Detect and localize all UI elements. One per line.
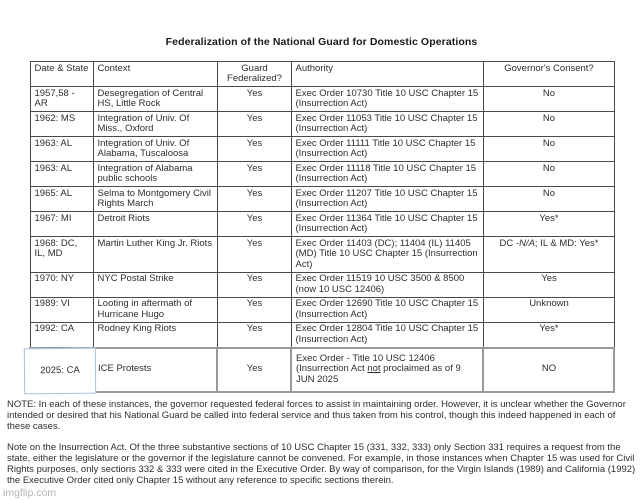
cell-context: ICE Protests [93,348,217,392]
table-row [30,112,614,137]
cell-context: Integration of Univ. Of Miss., Oxford [93,112,217,137]
column-header-guard-federalized: Guard Federalized? [217,62,291,87]
cell-date: 1962: MS [30,112,93,137]
table-row [30,297,614,322]
cell-authority: Exec Order 11519 10 USC 3500 & 8500 (now 10 USC 12406) [291,272,483,297]
table-header-row [30,62,614,87]
cell-consent: NO [483,348,614,392]
cell-federalized: Yes [217,322,291,348]
note-governor-request: NOTE: In each of these instances, the governor requested federal forces to assist in maintaining order. However, it is unclear whether the Governor intended or desired that his National Guard be called into federal service and thus taken from his control, though this indeed happened in each of these cases. [7,398,626,432]
cell-context: Integration of Univ. Of Alabama, Tuscaloosa [93,137,217,162]
cell-date: 1967: MI [30,212,93,237]
cell-consent: No [483,187,614,212]
table-row [30,272,614,297]
federalization-table [29,61,615,393]
cell-consent: No [483,87,614,112]
column-header-date-state: Date & State [30,62,93,87]
table-body [30,87,614,392]
cell-context: Martin Luther King Jr. Riots [93,237,217,273]
cell-consent: Yes [483,272,614,297]
cell-federalized: Yes [217,137,291,162]
cell-authority: Exec Order 11111 Title 10 USC Chapter 15 (Insurrection Act) [291,137,483,162]
pasted-date-box: 2025: CA [24,347,96,394]
cell-context: Integration of Alabama public schools [93,162,217,187]
cell-context: Desegregation of Central HS, Little Rock [93,87,217,112]
cell-federalized: Yes [217,87,291,112]
cell-date: 1963: AL [30,162,93,187]
cell-authority: Exec Order - Title 10 USC 12406 (Insurrection Act not proclaimed as of 9 JUN 2025 [291,348,483,392]
cell-consent: Yes* [483,322,614,348]
cell-consent: Unknown [483,297,614,322]
cell-context: Looting in aftermath of Hurricane Hugo [93,297,217,322]
cell-date: 1989: VI [30,297,93,322]
cell-context: Rodney King Riots [93,322,217,348]
table-row [30,212,614,237]
cell-context: Selma to Montgomery Civil Rights March [93,187,217,212]
table-row [30,187,614,212]
table-row [30,237,614,273]
cell-federalized: Yes [217,112,291,137]
cell-federalized: Yes [217,237,291,273]
note-insurrection-act: Note on the Insurrection Act. Of the three substantive sections of 10 USC Chapter 15 (331, 332, 333) only Section 331 requires a request from the state, either the legislature or the governor if the legislature cannot be convened. For example, in those instances when Chapter 15 was used for Civil Rights purposes, only sections 332 & 333 were cited in the Executive Order. By way of comparison, for the Virgin Islands (1989) and California (1992) the Executive Order cited only Chapter 15 without any reference to specific sections therein. [7,441,636,486]
cell-context: NYC Postal Strike [93,272,217,297]
cell-authority: Exec Order 11364 Title 10 USC Chapter 15 (Insurrection Act) [291,212,483,237]
cell-consent: Yes* [483,212,614,237]
cell-federalized: Yes [217,348,291,392]
cell-date [30,348,93,392]
cell-date: 1963: AL [30,137,93,162]
cell-date: 1970: NY [30,272,93,297]
cell-context: Detroit Riots [93,212,217,237]
cell-federalized: Yes [217,212,291,237]
cell-consent: No [483,162,614,187]
table-row [30,322,614,348]
cell-federalized: Yes [217,187,291,212]
column-header-governors-consent: Governor's Consent? [483,62,614,87]
table-row [30,137,614,162]
cell-authority: Exec Order 11207 Title 10 USC Chapter 15 (Insurrection Act) [291,187,483,212]
cell-authority: Exec Order 11118 Title 10 USC Chapter 15 (Insurrection Act) [291,162,483,187]
cell-consent: DC -N/A; IL & MD: Yes* [483,237,614,273]
column-header-authority: Authority [291,62,483,87]
cell-federalized: Yes [217,297,291,322]
cell-date: 1957,58 - AR [30,87,93,112]
cell-consent: No [483,137,614,162]
cell-consent: No [483,112,614,137]
cell-date: 1992: CA [30,322,93,348]
cell-authority: Exec Order 10730 Title 10 USC Chapter 15 (Insurrection Act) [291,87,483,112]
table-header [30,62,614,87]
table-row [30,87,614,112]
page-title: Federalization of the National Guard for Domestic Operations [165,36,478,48]
column-header-context: Context [93,62,217,87]
cell-authority: Exec Order 12804 Title 10 USC Chapter 15 (Insurrection Act) [291,322,483,348]
cell-authority: Exec Order 11403 (DC); 11404 (IL) 11405 (MD) Title 10 USC Chapter 15 (Insurrection Act) [291,237,483,273]
cell-authority: Exec Order 11053 Title 10 USC Chapter 15 (Insurrection Act) [291,112,483,137]
cell-date: 1965: AL [30,187,93,212]
cell-authority: Exec Order 12690 Title 10 USC Chapter 15 (Insurrection Act) [291,297,483,322]
cell-federalized: Yes [217,272,291,297]
cell-date: 1968: DC, IL, MD [30,237,93,273]
imgflip-watermark: imgflip.com [3,487,57,499]
table-row-special [30,348,614,392]
cell-federalized: Yes [217,162,291,187]
table-row [30,162,614,187]
